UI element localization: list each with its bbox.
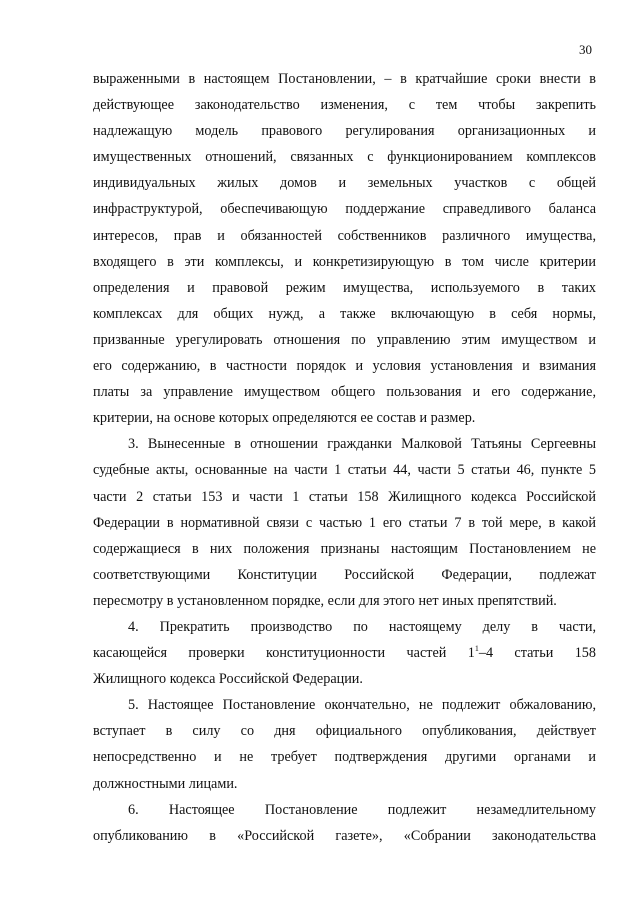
text-line: опубликованию в «Российской газете», «Собрании законодательства bbox=[93, 827, 596, 844]
text-line: содержащиеся в них положения признаны настоящим Постановлением не bbox=[93, 540, 596, 557]
page-number: 30 bbox=[579, 42, 592, 57]
text-line: должностными лицами. bbox=[93, 775, 238, 792]
text-line: судебные акты, основанные на части 1 статьи 44, части 5 статьи 46, пункте 5 bbox=[93, 462, 596, 479]
text-line: входящего в эти комплексы, и конкретизирующую в том числе критерии bbox=[93, 253, 596, 270]
line-segment: касающейся проверки конституционности частей bbox=[93, 645, 447, 662]
text-line: выраженными в настоящем Постановлении, – в кратчайшие сроки внести в bbox=[93, 71, 596, 87]
line-segment: $1^1-4$ статьи 158 bbox=[467, 644, 596, 662]
text-line: соответствующими Конституции Российской Федерации, подлежат bbox=[93, 566, 596, 583]
text-line: критерии, на основе которых определяются ее состав и размер. bbox=[93, 410, 476, 427]
text-line: платы за управление имуществом общего пользования и его содержание, bbox=[93, 384, 596, 401]
body-text bbox=[93, 66, 596, 849]
superscript: 1 bbox=[474, 644, 479, 654]
text-line: Жилищного кодекса Российской Федерации. bbox=[93, 671, 363, 688]
text-line: комплексах для общих нужд, а также включающую в себя нормы, bbox=[93, 305, 596, 322]
text-line: интересов, прав и обязанностей собственников различного имущества, bbox=[93, 227, 596, 244]
text-line: вступает в силу со дня официального опубликования, действует bbox=[93, 723, 596, 740]
text-line-with-superscript bbox=[93, 640, 596, 666]
text-line: инфраструктурой, обеспечивающую поддержание справедливого баланса bbox=[93, 201, 596, 218]
text-line: призванные урегулировать отношения по управлению этим имуществом и bbox=[93, 331, 596, 348]
text-line: его содержанию, в частности порядок и условия установления и взимания bbox=[93, 358, 596, 375]
paragraph-4-start: 4. Прекратить производство по настоящему делу в части, bbox=[128, 618, 596, 635]
text-line: индивидуальных жилых домов и земельных участков с общей bbox=[93, 175, 596, 192]
paragraph-6-start: 6. Настоящее Постановление подлежит незамедлительному bbox=[128, 801, 596, 818]
text-line: части 2 статьи 153 и части 1 статьи 158 Жилищного кодекса Российской bbox=[93, 488, 596, 505]
text-line: пересмотру в установленном порядке, если для этого нет иных препятствий. bbox=[93, 592, 557, 609]
text-line: действующее законодательство изменения, с тем чтобы закрепить bbox=[93, 97, 596, 114]
text-line: надлежащую модель правового регулирования организационных и bbox=[93, 123, 596, 140]
text-line: Федерации в нормативной связи с частью 1 его статьи 7 в той мере, в какой bbox=[93, 514, 596, 531]
text-line: непосредственно и не требует подтверждения другими органами и bbox=[93, 749, 596, 766]
text-line: определения и правовой режим имущества, используемого в таких bbox=[93, 279, 596, 296]
line-segment: –4 статьи 158 bbox=[478, 645, 596, 662]
text-line: имущественных отношений, связанных с функционированием комплексов bbox=[93, 149, 596, 166]
paragraph-5-start: 5. Настоящее Постановление окончательно, не подлежит обжалованию, bbox=[128, 697, 596, 714]
paragraph-3-start: 3. Вынесенные в отношении гражданки Малковой Татьяны Сергеевны bbox=[128, 436, 596, 453]
